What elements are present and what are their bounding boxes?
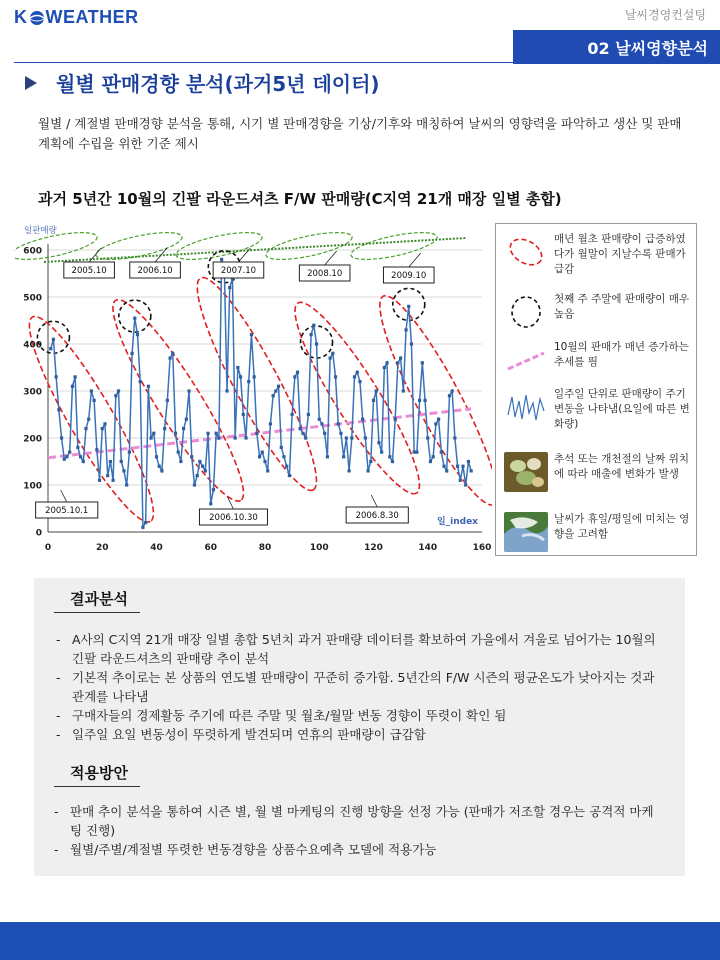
data-point [442,465,445,468]
label-text: 2006.8.30 [355,511,399,521]
footer-bar [0,922,720,960]
data-point [407,305,410,308]
data-point [155,455,158,458]
data-point [95,448,98,451]
data-point [250,333,253,336]
label-text: 2009.10 [391,271,427,281]
data-point [152,432,155,435]
data-point [361,418,364,421]
data-point [196,474,199,477]
data-point [261,451,264,454]
label-text: 2005.10.1 [45,506,89,516]
data-point [106,474,109,477]
data-point [220,258,223,261]
data-point [288,474,291,477]
data-point [459,479,462,482]
data-point [98,479,101,482]
data-point [364,436,367,439]
chart-series [49,258,473,529]
data-point [79,455,82,458]
data-point [160,469,163,472]
data-point [429,460,432,463]
data-point [445,469,448,472]
data-point [339,432,342,435]
data-point [236,366,239,369]
label-pointer [371,495,377,507]
data-point [258,455,261,458]
data-point [128,451,131,454]
data-point [418,399,421,402]
y-axis-label: 일판매량 [24,226,57,236]
data-point [350,436,353,439]
data-point [326,455,329,458]
data-point [139,380,142,383]
label-pointer [325,251,337,265]
weather-satellite-thumbnail-icon [504,512,548,552]
data-point [74,375,77,378]
label-text: 2005.10 [71,266,107,276]
data-point [353,375,356,378]
data-point [274,389,277,392]
sales-series-line [51,259,471,527]
data-point [55,375,58,378]
start-date-label [36,502,98,518]
legend-item [504,387,690,432]
data-point [385,361,388,364]
data-point [52,338,55,341]
data-point [71,385,74,388]
data-point [114,394,117,397]
year-label [383,267,434,283]
data-point [437,418,440,421]
data-point [331,352,334,355]
start-date-label [346,507,408,523]
data-point [467,460,470,463]
data-point [432,455,435,458]
data-point [239,375,242,378]
data-point [396,361,399,364]
legend-text: 10월의 판매가 매년 증가하는 추세를 띔 [554,341,689,368]
data-point [65,455,68,458]
x-tick-label: 20 [95,543,109,553]
data-point [448,394,451,397]
legend-item [504,512,690,552]
data-point [456,465,459,468]
application-list [54,802,664,859]
data-point [212,488,215,491]
data-point [415,451,418,454]
list-item: - 월별/주별/계절별 뚜렷한 변동경향을 상품수요예측 모델에 적용가능 [54,840,664,859]
data-point [209,502,212,505]
data-point [225,389,228,392]
x-tick-label: 100 [309,543,329,553]
globe-icon [29,10,45,26]
data-point [177,451,180,454]
data-point [470,469,473,472]
data-point [90,389,93,392]
legend-text: 날씨가 휴일/평일에 미치는 영향을 고려함 [554,513,690,540]
legend-item [504,340,690,380]
data-point [244,436,247,439]
black-dashed-circle-icon [506,294,546,330]
data-point [299,427,302,430]
data-point [426,436,429,439]
data-point [291,413,294,416]
data-point [296,371,299,374]
legend-text: 추석 또는 개천절의 날짜 위치에 따라 매출에 변화가 발생 [554,453,690,480]
data-point [163,427,166,430]
data-point [125,483,128,486]
data-point [394,418,397,421]
year-label [299,265,350,281]
data-point [315,342,318,345]
legend-text: 매년 월초 판매량이 급증하였다가 월말이 지날수록 판매가 급감 [554,233,686,275]
x-tick-label: 80 [258,543,272,553]
data-point [307,413,310,416]
data-point [171,352,174,355]
data-point [404,328,407,331]
data-point [304,436,307,439]
data-point [103,422,106,425]
year-label [213,262,264,278]
data-point [312,324,315,327]
data-point [166,399,169,402]
data-point [217,436,220,439]
start-date-label [199,509,267,525]
data-point [402,389,405,392]
header-divider [14,62,514,63]
data-point [112,479,115,482]
red-dashed-ellipse-icon [506,236,546,268]
data-point [410,342,413,345]
data-point [109,460,112,463]
data-point [136,333,139,336]
data-point [193,483,196,486]
data-point [206,432,209,435]
data-point [380,451,383,454]
data-point [117,389,120,392]
section-badge: 02 날씨영향분석 [513,30,720,64]
data-point [269,422,272,425]
logo [14,7,139,28]
analysis-list [56,630,656,744]
company-name: 날씨경영컨설팅 [624,8,706,22]
data-point [149,436,152,439]
legend-item [504,232,690,277]
data-point [391,460,394,463]
data-point [318,418,321,421]
green-dashed-ellipse [349,227,439,265]
data-point [68,451,71,454]
data-point [185,418,188,421]
data-point [334,375,337,378]
data-point [84,427,87,430]
data-point [158,465,161,468]
legend-item [504,452,690,492]
data-point [93,399,96,402]
data-point [342,455,345,458]
data-point [464,483,467,486]
page-title: 월별 판매경향 분석(과거5년 데이터) [56,72,380,96]
data-point [190,455,193,458]
data-point [399,357,402,360]
legend-item [504,292,690,332]
data-point [253,375,256,378]
data-point [242,413,245,416]
x-tick-label: 60 [204,543,218,553]
data-point [282,455,285,458]
label-pointer [409,253,421,267]
data-point [293,375,296,378]
data-point [310,333,313,336]
data-point [247,380,250,383]
data-point [141,526,144,529]
year-label [130,262,181,278]
data-point [323,432,326,435]
data-point [215,432,218,435]
data-point [133,317,136,320]
y-tick-label: 300 [23,387,42,398]
mini-line-chart-icon [506,387,546,427]
data-point [82,460,85,463]
data-point [383,366,386,369]
x-axis-label: 일_index [436,517,478,527]
logo-text-right: WEATHER [45,7,139,27]
application-heading: 적용방안 [54,762,140,787]
chart-grid [48,250,482,532]
x-tick-label: 40 [150,543,163,553]
data-point [168,357,171,360]
green-dashed-ellipse [264,227,354,265]
logo-text-left: K [14,7,28,27]
data-point [147,385,150,388]
data-point [423,399,426,402]
y-tick-label: 600 [23,246,42,257]
data-point [356,371,359,374]
legend-text: 일주일 단위로 판매량이 주기변동을 나타냄(요일에 따른 변화량) [554,388,690,430]
label-text: 2008.10 [307,269,343,279]
data-point [187,389,190,392]
data-point [204,469,207,472]
list-item: - 기본적 추이로는 본 상품의 연도별 판매량이 꾸준히 증가함. 5년간의 F/W 시즌의 평균온도가 낮아지는 것과 관계를 나타냄 [56,668,656,706]
chart-title: 과거 5년간 10월의 긴팔 라운드셔츠 F/W 판매량(C지역 21개 매장 일별 총합) [38,190,562,208]
x-tick-label: 120 [364,543,383,553]
data-point [285,465,288,468]
data-point [345,436,348,439]
data-point [228,286,231,289]
list-item: - 구매자들의 경제활동 주기에 따른 주말 및 월초/월말 변동 경향이 뚜렷이 확인 됨 [56,706,656,725]
data-point [277,385,280,388]
data-point [182,427,185,430]
x-tick-label: 0 [44,543,52,553]
data-point [263,460,266,463]
data-point [453,436,456,439]
analysis-heading: 결과분석 [54,588,140,613]
list-item: - 판매 추이 분석을 통하여 시즌 별, 월 별 마케팅의 진행 방향을 선정 가능 (판매가 저조할 경우는 공격적 마케팅 진행) [54,802,664,840]
data-point [375,389,378,392]
data-point [301,432,304,435]
data-point [49,347,52,350]
data-point [337,422,340,425]
data-point [198,460,201,463]
page-title-row [22,68,380,97]
sales-line-chart [14,220,492,560]
data-point [434,422,437,425]
data-point [179,460,182,463]
play-arrow-icon [22,72,44,94]
label-text: 2006.10.30 [209,513,258,523]
x-tick-label: 160 [472,543,492,553]
data-point [76,446,79,449]
label-text: 2006.10 [137,266,173,276]
green-dashed-ellipse [174,227,264,265]
y-tick-label: 500 [23,293,42,304]
chart-legend [495,223,697,556]
data-point [372,399,375,402]
data-point [347,469,350,472]
data-point [122,469,125,472]
data-point [272,394,275,397]
harvest-food-thumbnail-icon [504,452,548,492]
list-item: - 일주일 요일 변동성이 뚜렷하게 발견되며 연휴의 판매량이 급감함 [56,725,656,744]
data-point [60,436,63,439]
legend-text: 첫째 주 주말에 판매량이 매우 높음 [554,293,690,320]
data-point [120,460,123,463]
list-item: - A사의 C지역 21개 매장 일별 총합 5년치 과거 판매량 데이터를 확보하여 가을에서 겨울로 넘어가는 10월의 긴팔 라운드셔츠의 판매량 추이 분석 [56,630,656,668]
data-point [451,389,454,392]
label-text: 2007.10 [220,266,257,276]
chart-axes [48,244,482,532]
data-point [130,352,133,355]
y-tick-label: 100 [23,481,42,492]
x-tick-label: 140 [418,543,438,553]
data-point [320,422,323,425]
year-label [64,262,115,278]
data-point [369,460,372,463]
data-point [87,418,90,421]
data-point [329,357,332,360]
data-point [234,436,237,439]
data-point [201,465,204,468]
analysis-panel [34,578,685,876]
data-point [366,469,369,472]
data-point [266,469,269,472]
data-point [377,441,380,444]
pink-trend-line-icon [506,345,546,375]
y-tick-label: 400 [23,340,42,351]
data-point [421,361,424,364]
data-point [255,432,258,435]
data-point [461,465,464,468]
data-point [388,455,391,458]
data-point [440,451,443,454]
data-point [174,432,177,435]
data-point [57,408,60,411]
y-tick-label: 200 [23,434,42,445]
data-point [144,521,147,524]
data-point [101,427,104,430]
label-pointer [61,490,67,502]
data-point [280,446,283,449]
data-point [358,380,361,383]
intro-text: 월별 / 계절별 판매경향 분석을 통해, 시기 별 판매경향을 기상/기후와 매칭하여 날씨의 영향력을 파악하고 생산 및 판매 계획에 수립을 위한 기준 제시 [38,116,682,151]
y-tick-label: 0 [35,528,42,539]
